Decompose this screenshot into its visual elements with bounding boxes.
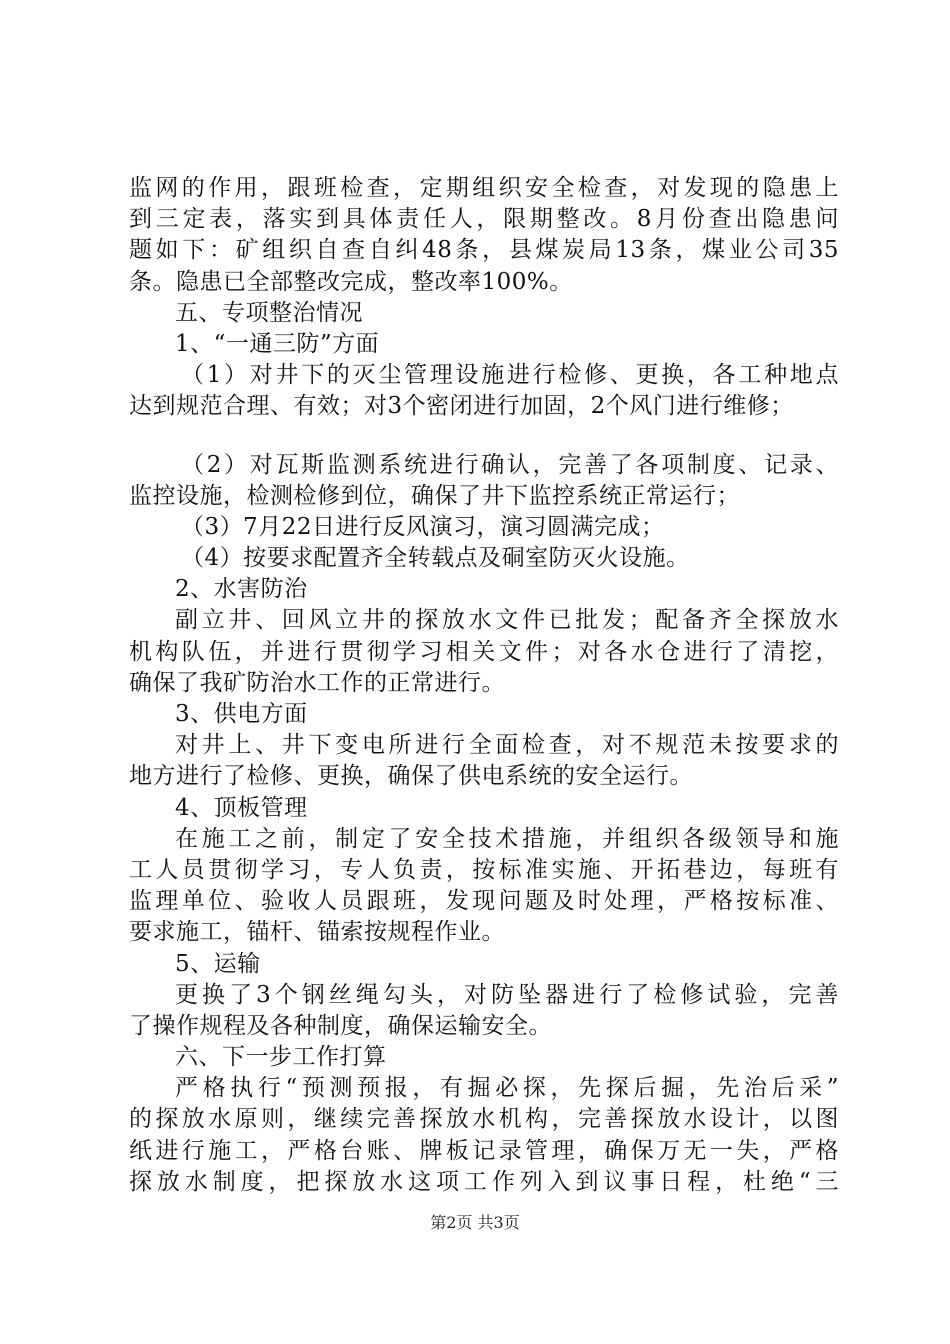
page-number-footer: 第2页 共3页 — [430, 1213, 520, 1232]
paragraph-line: 条。隐患已全部整改完成，整改率100%。 — [129, 268, 573, 295]
paragraph-line: 要求施工，锚杆、锚索按规程作业。 — [129, 919, 505, 946]
paragraph-line: 监网的作用，跟班检查，定期组织安全检查，对发现的隐患上 — [129, 175, 839, 201]
paragraph-line: 严格执行“预测预报，有掘必探，先探后掘，先治后采” — [175, 1075, 839, 1102]
paragraph-line: 确保了我矿防治水工作的正常进行。 — [129, 669, 505, 696]
paragraph-line: 了操作规程及各种制度，确保运输安全。 — [129, 1012, 552, 1039]
paragraph-line: 在施工之前，制定了安全技术措施，并组织各级领导和施 — [175, 825, 839, 852]
blank-spacer — [129, 423, 839, 450]
subsection-heading: 2、水害防治 — [175, 576, 308, 603]
paragraph-line: 监理单位、验收人员跟班，发现问题及时处理，严格按标准、 — [129, 888, 839, 915]
paragraph-line: 更换了3个钢丝绳勾头，对防坠器进行了检修试验，完善 — [175, 981, 839, 1008]
paragraph-line: 探放水制度，把探放水这项工作列入到议事日程，杜绝“三 — [129, 1168, 839, 1195]
paragraph-line: （2）对瓦斯监测系统进行确认，完善了各项制度、记录、 — [181, 451, 839, 478]
paragraph-line: 工人员贯彻学习，专人负责，按标准实施、开拓巷边，每班有 — [129, 856, 839, 883]
document-body — [129, 173, 839, 1198]
paragraph-line: 监控设施，检测检修到位，确保了井下监控系统正常运行； — [129, 482, 740, 509]
paragraph-line: （4）按要求配置齐全转载点及硐室防灭火设施。 — [181, 545, 690, 572]
paragraph-line: 纸进行施工，严格台账、牌板记录管理，确保万无一失，严格 — [129, 1137, 839, 1164]
paragraph-line: 副立井、回风立井的探放水文件已批发；配备齐全探放水 — [175, 607, 839, 634]
section-heading: 五、专项整治情况 — [175, 299, 363, 326]
subsection-heading: 1、“一通三防”方面 — [175, 330, 380, 357]
paragraph-line: （1）对井下的灭尘管理设施进行检修、更换，各工种地点 — [181, 362, 839, 389]
paragraph-line: 地方进行了检修、更换，确保了供电系统的安全运行。 — [129, 763, 693, 790]
paragraph-line: 达到规范合理、有效；对3个密闭进行加固，2个风门进行维修； — [129, 393, 794, 420]
subsection-heading: 5、运输 — [175, 950, 261, 977]
paragraph-line: （3）7月22日进行反风演习，演习圆满完成； — [181, 513, 665, 540]
paragraph-line: 到三定表，落实到具体责任人，限期整改。8月份查出隐患问 — [129, 206, 839, 233]
paragraph-line: 题如下：矿组织自查自纠48条，县煤炭局13条，煤业公司35 — [129, 237, 839, 264]
subsection-heading: 4、顶板管理 — [175, 794, 308, 821]
section-heading: 六、下一步工作打算 — [175, 1044, 387, 1071]
subsection-heading: 3、供电方面 — [175, 701, 308, 727]
paragraph-line: 机构队伍，并进行贯彻学习相关文件；对各水仓进行了清挖， — [129, 638, 839, 665]
paragraph-line: 对井上、井下变电所进行全面检查，对不规范未按要求的 — [175, 732, 839, 759]
paragraph-line: 的探放水原则，继续完善探放水机构，完善探放水设计，以图 — [129, 1106, 839, 1133]
